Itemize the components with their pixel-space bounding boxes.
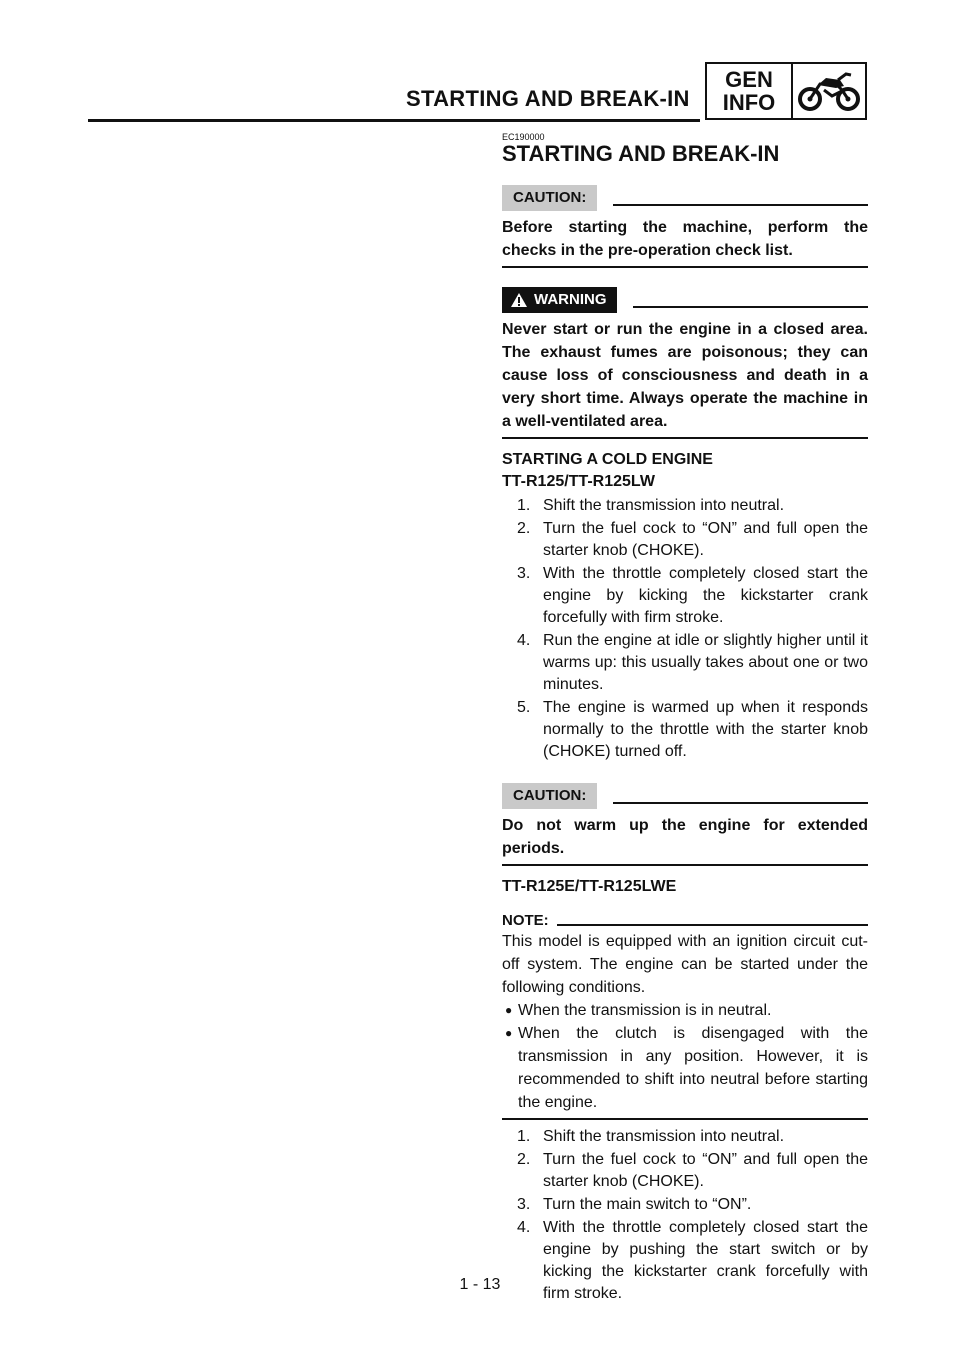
note-heading	[502, 908, 868, 930]
section-tab	[705, 62, 867, 120]
list-item: 2. Turn the fuel cock to “ON” and full open the starter knob (CHOKE).	[517, 520, 868, 559]
caution-label-2: CAUTION:	[502, 783, 597, 809]
page-number: 1 - 13	[459, 1276, 501, 1293]
list-item: 4. With the throttle completely closed start the engine by pushing the start switch or by kicking the kickstarter crank forcefully with firm stroke.	[517, 1219, 868, 1302]
section-tab-line1: GEN	[725, 67, 773, 92]
list-item: ● When the transmission is in neutral.	[505, 1002, 772, 1019]
warning-heading	[502, 286, 868, 314]
main-content	[502, 132, 868, 1306]
note-label: NOTE:	[502, 912, 549, 929]
list-item: 5. The engine is warmed up when it responds normally to the throttle with the starter knob (CHOKE) turned off.	[517, 699, 868, 760]
list-item: 2. Turn the fuel cock to “ON” and full open the starter knob (CHOKE).	[517, 1151, 868, 1190]
list-item: 3. Turn the main switch to “ON”.	[517, 1196, 752, 1213]
section-tab-line2: INFO	[722, 90, 776, 115]
caution-heading	[502, 184, 868, 212]
caution-text-2: Do not warm up the engine for extended periods.	[502, 814, 868, 866]
running-header-title: STARTING AND BREAK-IN	[406, 86, 690, 111]
warning-triangle-icon	[510, 292, 528, 308]
warning-rule	[633, 306, 869, 308]
caution-text: Before starting the machine, perform the checks in the pre-operation check list.	[502, 216, 868, 268]
header-rule	[88, 119, 700, 122]
caution-rule-2	[613, 802, 868, 804]
list-item: 3. With the throttle completely closed start the engine by kicking the kickstarter crank forcefully with firm stroke.	[517, 565, 868, 626]
warning-label-text: WARNING	[534, 291, 607, 308]
motorcycle-icon	[793, 64, 865, 118]
caution-label: CAUTION:	[502, 185, 597, 211]
warning-text: Never start or run the engine in a closed area. The exhaust fumes are poisonous; they can cause loss of consciousness and death in a very short time. Always operate the machine in a well-ventilated area.	[502, 318, 868, 439]
cold-engine-heading: STARTING A COLD ENGINE	[502, 451, 713, 468]
warning-label	[502, 287, 617, 313]
list-item: 1. Shift the transmission into neutral.	[517, 1128, 785, 1145]
list-item: ● When the clutch is disengaged with the transmission in any position. However, it is recommended to shift into neutral before starting the engine.	[505, 1025, 868, 1111]
note-text: This model is equipped with an ignition circuit cut-off system. The engine can be started under the following conditions.	[502, 933, 868, 996]
note-end-rule	[502, 1118, 868, 1120]
ec-code: EC190000	[502, 132, 545, 142]
section-title: STARTING AND BREAK-IN	[502, 141, 780, 166]
note-rule	[557, 924, 868, 926]
caution-heading-2	[502, 782, 868, 810]
list-item: 1. Shift the transmission into neutral.	[517, 497, 785, 514]
caution-rule	[613, 204, 868, 206]
cold-engine-model: TT-R125/TT-R125LW	[502, 473, 655, 490]
electric-model-heading: TT-R125E/TT-R125LWE	[502, 878, 677, 895]
cold-engine-steps	[502, 495, 868, 763]
list-item: 4. Run the engine at idle or slightly higher until it warms up: this usually takes about one or two minutes.	[517, 632, 868, 693]
note-bullets	[502, 999, 868, 1114]
section-tab-label	[707, 64, 793, 118]
